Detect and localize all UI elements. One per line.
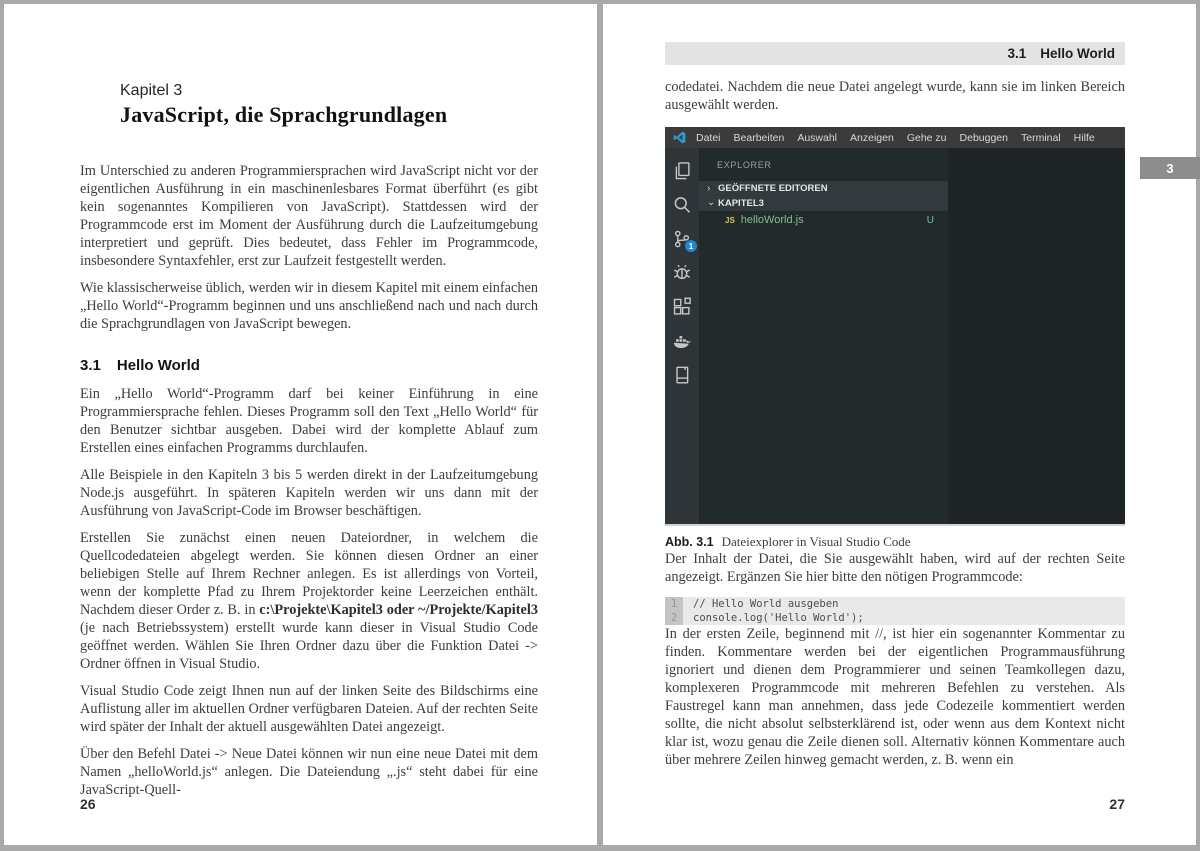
file-item-helloworld[interactable] [699,211,948,229]
menu-auswahl[interactable]: Auswahl [797,131,838,144]
code-line [665,611,1125,625]
folder-label: KAPITEL3 [718,198,764,209]
section-heading [80,357,538,374]
file-path: c:\Projekte\Kapitel3 oder ~/Projekte/Kapitel3 [259,602,538,618]
vscode-sidebar [699,148,948,524]
section-number: 3.1 [80,357,101,374]
vscode-body [665,148,1125,524]
folder-section-kapitel3[interactable] [699,196,948,211]
paragraph: Der Inhalt der Datei, die Sie ausgewählt haben, wird auf der rechten Seite angezeigt. Ergänzen Sie hier bitte den nötigen Programmcode: [665,551,1125,585]
explorer-sections [699,181,948,211]
page-number: 27 [1109,796,1125,812]
menu-terminal[interactable]: Terminal [1020,131,1061,144]
chapter-title: JavaScript, die Sprachgrundlagen [120,102,448,127]
figure-caption-label: Abb. 3.1 [665,535,714,549]
code-listing [665,597,1125,625]
source-control-badge: 1 [685,240,697,252]
debug-icon[interactable] [672,263,692,283]
paragraph: Wie klassischerweise üblich, werden wir in diesem Kapitel mit einem einfachen „Hello World“-Programm beginnen und uns anschließend nach und nach durch die Sprachgrundlagen von JavaScript bewegen. [80,280,538,332]
page-right [603,4,1196,845]
menu-datei[interactable]: Datei [696,131,721,144]
code-line-text: // Hello World ausgeben [693,598,839,610]
chapter-kicker: Kapitel 3 [120,82,183,99]
paragraph-text: (je nach Betriebssystem) erstellt wurde kann dieser in Visual Studio Code geöffnet werden. Wählen Sie Ihren Ordner dazu über die Funktion Datei -> Ordner öffnen in Visual Studio. [80,620,538,672]
menu-hilfe[interactable]: Hilfe [1073,131,1095,144]
vscode-menubar [665,127,1125,148]
vscode-activity-bar [665,148,699,524]
code-line [665,597,1125,611]
notebook-icon[interactable] [672,365,692,385]
vscode-screenshot [665,127,1125,526]
code-line-number: 1 [665,597,683,611]
extensions-icon[interactable] [672,297,692,317]
code-line-text: console.log('Hello World'); [693,612,864,624]
paragraph: Visual Studio Code zeigt Ihnen nun auf der linken Seite des Bildschirms eine Auflistung aller im aktuellen Ordner verfügbaren Dateien. Auf der rechten Seite wird später der Inhalt der aktuell ausgewählten Datei angezeigt. [80,683,538,735]
paragraph: Über den Befehl Datei -> Neue Datei können wir nun eine neue Datei mit dem Namen „helloWorld.js“ anlegen. Die Dateiendung „.js“ steht dabei für eine JavaScript-Quell- [80,746,538,798]
search-icon[interactable] [672,195,692,215]
section-title: Hello World [116,357,200,374]
running-header-title: Hello World [1040,46,1115,61]
menu-anzeigen[interactable]: Anzeigen [850,131,894,144]
menu-gehe-zu[interactable]: Gehe zu [906,131,947,144]
vscode-editor-area[interactable] [948,148,1125,524]
code-line-number: 2 [665,611,683,625]
page-left [4,4,597,845]
menu-debuggen[interactable]: Debuggen [959,131,1008,144]
paragraph-text: Erstellen Sie zunächst einen neuen Dateiordner, in welchem die Quellcodedateien abgelegt werden. Sie können diesen Ordner an einer beliebigen Stelle auf Ihrem Rechner anlegen. Es ist allerdings von Vorteil, wenn der komplette Pfad zu Ihrem Projektorder keine Leerzeichen enthält. Nachdem dieser Order z. B. in [80,530,538,618]
running-header [665,42,1125,65]
right-text-column [665,78,1125,778]
page-number: 26 [80,796,96,812]
menu-bearbeiten[interactable]: Bearbeiten [733,131,785,144]
open-editors-label: GEÖFFNETE EDITOREN [718,183,828,194]
explorer-panel-title: EXPLORER [717,160,772,170]
paragraph: In der ersten Zeile, beginnend mit //, ist hier ein sogenannter Kommentar zu finden. Kommentare werden bei der eigentlichen Programmausführung ignoriert und dienen dem Programmierer und seinen Teamkollegen dazu, komplexeren Programmcode mit mehreren Befehlen zu verstehen. Als Faustregel kann man annehmen, dass jede Codezeile kommentiert werden sollte, die nicht absolut selbsterklärend ist, oder wenn aus dem Kontext nicht klar ist, wozu genau die Zeile dienen soll. Alternativ können Kommentare auch über mehrere Zeilen hinweg gemacht werden, z. B. wenn ein [665,626,1125,768]
paragraph: Im Unterschied zu anderen Programmiersprachen wird JavaScript nicht vor der eigentlichen Ausführung in ein maschinenlesbares Format überführt (es gibt kein sogenanntes Kompilieren von JavaScript). Stattdessen wird der Programmcode erst im Moment der Ausführung durch die Laufzeitumgebung interpretiert und geprüft. Dies bedeutet, dass Fehler im Programmcode, insbesondere Syntaxfehler, erst zur Laufzeit festgestellt werden. [80,163,538,269]
source-control-icon[interactable] [672,229,692,249]
running-header-number: 3.1 [1007,46,1027,61]
paragraph: codedatei. Nachdem die neue Datei angelegt wurde, kann sie im linken Bereich ausgewählt werden. [665,79,1125,113]
js-file-icon: JS [725,215,735,225]
paragraph: Ein „Hello World“-Programm darf bei keiner Einführung in eine Programmiersprache fehlen. Dieses Programm soll den Text „Hello World“ für den Benutzer sichtbar ausgeben. Dabei wird der komplette Ablauf zum Erstellen eines einfachen Programms durchlaufen. [80,386,538,456]
file-name: helloWorld.js [740,214,804,226]
chevron-right-icon: › [707,183,711,194]
paragraph: Alle Beispiele in den Kapiteln 3 bis 5 werden direkt in der Laufzeitumgebung Node.js ausgeführt. In späteren Kapiteln werden wir uns dann mit der Ausführung von JavaScript-Code im Browser beschäftigen. [80,467,538,519]
paragraph [80,529,538,673]
figure-caption [665,534,1125,550]
figure-caption-text: Dateiexplorer in Visual Studio Code [721,534,911,549]
chevron-down-icon: ⌄ [707,197,716,208]
explorer-icon[interactable] [672,161,692,181]
git-status-badge: U [926,214,934,226]
open-editors-section[interactable] [699,181,948,196]
left-text-column [80,162,538,808]
vscode-logo-icon [673,131,686,144]
chapter-thumb-tab: 3 [1140,157,1200,179]
docker-icon[interactable] [672,331,692,351]
